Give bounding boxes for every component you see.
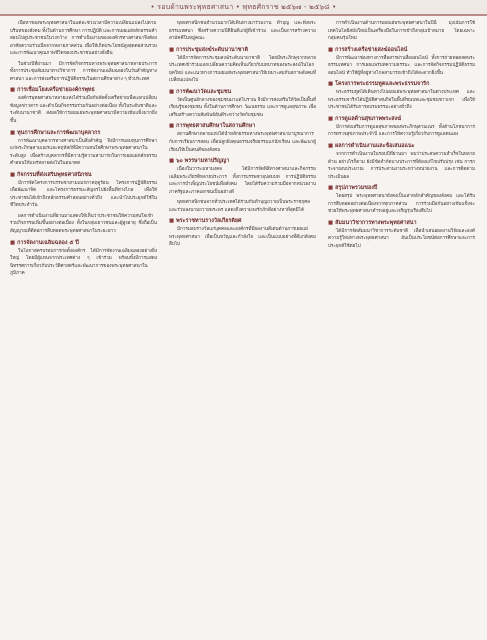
section-heading: [10, 86, 157, 94]
heading-text: พระราชทานรางวัลเกียรติยศ: [176, 218, 242, 225]
paragraph: มีการส่งเสริมการดูแลสุขภาพของพระภิกษุสามเณร ทั้งด้านโภชนาการ การตรวจสุขภาพประจำปี และการให้ความรู้เกี่ยวกับการดูแลตนเอง: [328, 124, 475, 138]
paragraph: ในโอกาสครบรอบการก่อตั้งองค์กร ได้มีการจัดงานเฉลิมฉลองอย่างยิ่งใหญ่ โดยมีผู้แทนจากประเทศต่าง ๆ เข้าร่วม พร้อมทั้งมีการแสดงนิทรรศการเกี่ยวกับประวัติศาสตร์และพัฒนาการของพระพุทธศาสนาในภูมิภาค: [10, 248, 157, 277]
section-heading: [169, 217, 316, 225]
paragraph: การพัฒนาบุคลากรทางศาสนาเป็นสิ่งสำคัญ จึงมีการมอบทุนการศึกษาแก่พระภิกษุสามเณรและคฤหัสถ์ที่มีความสนใจศึกษาพระพุทธศาสนาในระดับสูง เพื่อสร้างบุคลากรที่มีความรู้ความสามารถในการเผยแผ่หลักธรรมคำสอนให้แพร่หลายต่อไปในอนาคต: [10, 138, 157, 167]
section-heading: [328, 219, 475, 227]
heading-bullet-icon: ■: [10, 239, 16, 246]
paragraph: โดยสรุป พระพุทธศาสนายังคงเป็นเสาหลักสำคัญของสังคม และได้รับการสืบทอดอย่างต่อเนื่องจากทุกภาคส่วน การร่วมมือกันอย่างเข้มแข็งจะช่วยให้พระพุทธศาสนาดำรงอยู่และเจริญรุ่งเรืองสืบไป: [328, 194, 475, 215]
paragraph: ได้มีการจัดสัมมนาวิชาการระดับชาติ เพื่อนำเสนอผลงานวิจัยและองค์ความรู้ใหม่ทางพระพุทธศาสนา อันเป็นประโยชน์ต่อการศึกษาและการประยุกต์ใช้ต่อไป: [328, 228, 475, 249]
heading-bullet-icon: ■: [328, 185, 334, 192]
heading-bullet-icon: ■: [10, 87, 16, 94]
paragraph: ในช่วงปีที่ผ่านมา มีการจัดกิจกรรมทางพระพุทธศาสนาหลายประการ ทั้งการประชุมสัมมนาทางวิชาการ การจัดงานเฉลิมฉลองในวันสำคัญทางศาสนา และการส่งเสริมการปฏิบัติธรรมในสถานศึกษาต่าง ๆ ทั่วประเทศ: [10, 61, 157, 82]
heading-text: ทุนการศึกษาและการพัฒนาบุคลากร: [17, 129, 101, 136]
paragraph: มีการพัฒนาช่องทางการสื่อสารผ่านสื่อออนไลน์ ทั้งการถ่ายทอดสดพระธรรมเทศนา การเผยแพร่บทความธรรมะ และการจัดกิจกรรมปฏิบัติธรรมออนไลน์ ทำให้ผู้ที่อยู่ห่างไกลสามารถเข้าถึงได้สะดวกยิ่งขึ้น: [328, 55, 475, 76]
running-title: • รอบด้านพระพุทธศาสนา • พุทธศักราช ๒๕๖๗ - ๒๕๖๘ •: [150, 3, 337, 11]
running-header: [0, 0, 487, 16]
paragraph: เนื้อหาของพระพุทธศาสนาในแต่ละช่วงเวลามีความเปลี่ยนแปลงไปตามบริบทของสังคม ทั้งในด้านการศึกษา การปฏิบัติ และการเผยแผ่หลักธรรมคำสอนไปสู่ประชาชนในวงกว้าง การดำเนินงานขององค์กรทางศาสนาจึงต้องอาศัยความร่วมมือจากหลายภาคส่วน เพื่อให้เกิดประโยชน์สูงสุดต่อส่วนรวมและการพัฒนาคุณภาพชีวิตของประชาชนอย่างยั่งยืน: [10, 21, 157, 57]
heading-bullet-icon: ■: [328, 115, 334, 122]
section-heading: [328, 80, 475, 88]
paragraph: พุทธศาสนิกชนจากทั่วประเทศได้ร่วมกันทำบุญถวายเป็นพระราชกุศล และร่วมลงนามถวายพระพร แสดงถึงความจงรักภักดีอย่างหาที่สุดมิได้: [169, 200, 310, 213]
section-heading: [328, 115, 475, 123]
heading-text: ๖๐ พรรษามหาปริญญา: [176, 158, 230, 165]
paragraph: ได้มีการจัดการประชุมสงฆ์ระดับนานาชาติ โดยมีพระภิกษุจากหลายประเทศเข้าร่วมแลกเปลี่ยนความคิดเห็นเกี่ยวกับบทบาทของพระสงฆ์ในโลกยุคใหม่ และแนวทางการเผยแผ่พระพุทธศาสนาให้เหมาะสมกับสภาพสังคมที่เปลี่ยนแปลงไป: [169, 55, 316, 84]
paragraph: มีการมอบรางวัลแก่บุคคลและองค์กรที่มีผลงานดีเด่นด้านการเผยแผ่พระพุทธศาสนา เพื่อเป็นขวัญและกำลังใจ และเป็นแบบอย่างที่ดีแก่สังคมสืบไป: [169, 227, 316, 248]
paragraph: ผลการดำเนินงานที่ผ่านมาแสดงให้เห็นว่าประชาชนให้ความสนใจเข้าร่วมกิจกรรมเพิ่มขึ้นอย่างต่อเนื่อง ทั้งในกลุ่มเยาวชนและผู้สูงอายุ ซึ่งถือเป็นสัญญาณที่ดีต่อการสืบทอดพระพุทธศาสนาในระยะยาว: [10, 213, 157, 235]
paragraph: วัดเป็นศูนย์กลางของชุมชนมาแต่โบราณ จึงมีการส่งเสริมให้วัดเป็นพื้นที่เรียนรู้ของชุมชน ทั้งในด้านการศึกษา วัฒนธรรม และการดูแลสุขภาพ เพื่อเสริมสร้างความสัมพันธ์อันดีระหว่างวัดกับชุมชน: [169, 97, 316, 118]
paragraph: การดำเนินงานด้านการเผยแผ่พระพุทธศาสนาในปีนี้ มุ่งเน้นการใช้เทคโนโลยีสมัยใหม่เป็นเครื่องมือในการเข้าถึงกลุ่มเป้าหมาย โดยเฉพาะกลุ่มคนรุ่นใหม่: [328, 21, 475, 42]
heading-bullet-icon: ■: [169, 158, 175, 165]
section-heading: [328, 46, 475, 54]
heading-bullet-icon: ■: [328, 219, 334, 226]
paragraph: มีการจัดโครงการบรรพชาสามเณรภาคฤดูร้อน โครงการปฏิบัติธรรมเพื่อพัฒนาจิต และโครงการธรรมะสัญจรไปยังพื้นที่ห่างไกล เพื่อให้ประชาชนได้เข้าถึงหลักธรรมคำสอนอย่างทั่วถึง และนำไปประยุกต์ใช้ในชีวิตประจำวัน: [10, 180, 157, 209]
heading-bullet-icon: ■: [169, 123, 175, 130]
heading-bullet-icon: ■: [10, 129, 16, 136]
heading-text: โครงการพระธรรมทูตและพระธรรมจาริก: [335, 81, 430, 88]
heading-bullet-icon: ■: [169, 46, 175, 53]
heading-text: การดูแลด้านสุขภาพพระสงฆ์: [335, 115, 402, 122]
paragraph: สถานศึกษาหลายแห่งได้นำหลักธรรมทางพระพุทธศาสนามาบูรณาการกับการเรียนการสอน เพื่อปลูกฝังคุณธรรมจริยธรรมแก่นักเรียน และพัฒนาผู้เรียนให้เป็นคนดีของสังคม: [169, 132, 316, 153]
heading-bullet-icon: ■: [10, 171, 16, 178]
heading-text: สัมมนาวิชาการทางพระพุทธศาสนา: [335, 219, 417, 226]
section-heading: [10, 129, 157, 137]
heading-bullet-icon: ■: [328, 81, 334, 88]
column-3: [328, 20, 475, 632]
paragraph: พระธรรมทูตได้เดินทางไปเผยแผ่พระพุทธศาสนาในต่างประเทศ และพระธรรมจาริกได้ปฏิบัติศาสนกิจในพื้นที่ชนบทและชุมชนชาวเขา เพื่อให้ประชาชนได้รับการอบรมธรรมะอย่างทั่วถึง: [328, 90, 475, 111]
paragraph: พุทธศาสนิกชนจำนวนมากได้เดินทางมาร่วมงาน ทำบุญ และฟังพระธรรมเทศนา ซึ่งสร้างความปีติยินดีแก่ผู้ที่เข้าร่วม และเป็นการสร้างความสามัคคีในหมู่คณะ: [169, 21, 316, 42]
text-columns: [10, 20, 477, 632]
paragraph: องค์กรพุทธศาสนาหลายแห่งได้ร่วมมือกันจัดตั้งเครือข่ายเพื่อแลกเปลี่ยนข้อมูลข่าวสาร และดำเนินกิจกรรมร่วมกันอย่างต่อเนื่อง ทั้งในระดับชาติและระดับนานาชาติ ส่งผลให้การเผยแผ่พระพุทธศาสนามีความเข้มแข็งมากยิ่งขึ้น: [10, 96, 157, 125]
column-1: [10, 20, 157, 632]
section-heading: [328, 142, 475, 150]
column-2: [169, 20, 316, 632]
section-heading: [169, 157, 316, 165]
paragraph: เนื่องในวาระมหามงคล ได้มีการจัดพิธีทางศาสนาและกิจกรรมเฉลิมพระเกียรติหลายประการ ทั้งการบรรพชาอุปสมบท การปฏิบัติธรรม และการบำเพ็ญประโยชน์เพื่อสังคม โดยได้รับความร่วมมือจากหน่วยงานภาครัฐและภาคเอกชนเป็นอย่างดี: [169, 167, 316, 195]
section-heading: [169, 122, 316, 130]
heading-text: การเชื่อมโยงเครือข่ายองค์กรพุทธ: [17, 87, 95, 94]
section-heading: [169, 46, 316, 54]
heading-bullet-icon: ■: [169, 218, 175, 225]
heading-bullet-icon: ■: [328, 46, 334, 53]
heading-text: การพุทธศาสนศึกษาในสถานศึกษา: [176, 123, 256, 130]
heading-text: ผลการดำเนินงานและข้อเสนอแนะ: [335, 143, 415, 150]
section-heading: [328, 184, 475, 192]
paragraph: จากการดำเนินงานในรอบปีที่ผ่านมา พบว่าประสบความสำเร็จในหลายด้าน อย่างไรก็ตาม ยังมีข้อจำกัดบางประการที่ต้องแก้ไขปรับปรุง เช่น การกระจายงบประมาณ การประสานงานระหว่างหน่วยงาน และการติดตามประเมินผล: [328, 152, 475, 180]
section-heading: [169, 88, 316, 96]
heading-text: กิจกรรมที่ส่งเสริมพุทธศาสนิกชน: [17, 171, 92, 178]
section-heading: [10, 171, 157, 179]
heading-text: การสร้างเครือข่ายสงฆ์ออนไลน์: [335, 46, 408, 53]
heading-text: การจัดงานเฉลิมฉลอง ๕ ปี: [17, 239, 79, 246]
section-heading: [10, 239, 157, 247]
heading-text: การพัฒนาวัดและชุมชน: [176, 88, 232, 95]
heading-bullet-icon: ■: [169, 88, 175, 95]
heading-text: สรุปภาพรวมของปี: [335, 185, 378, 192]
heading-text: การประชุมสงฆ์ระดับนานาชาติ: [176, 46, 248, 53]
heading-bullet-icon: ■: [328, 143, 334, 150]
